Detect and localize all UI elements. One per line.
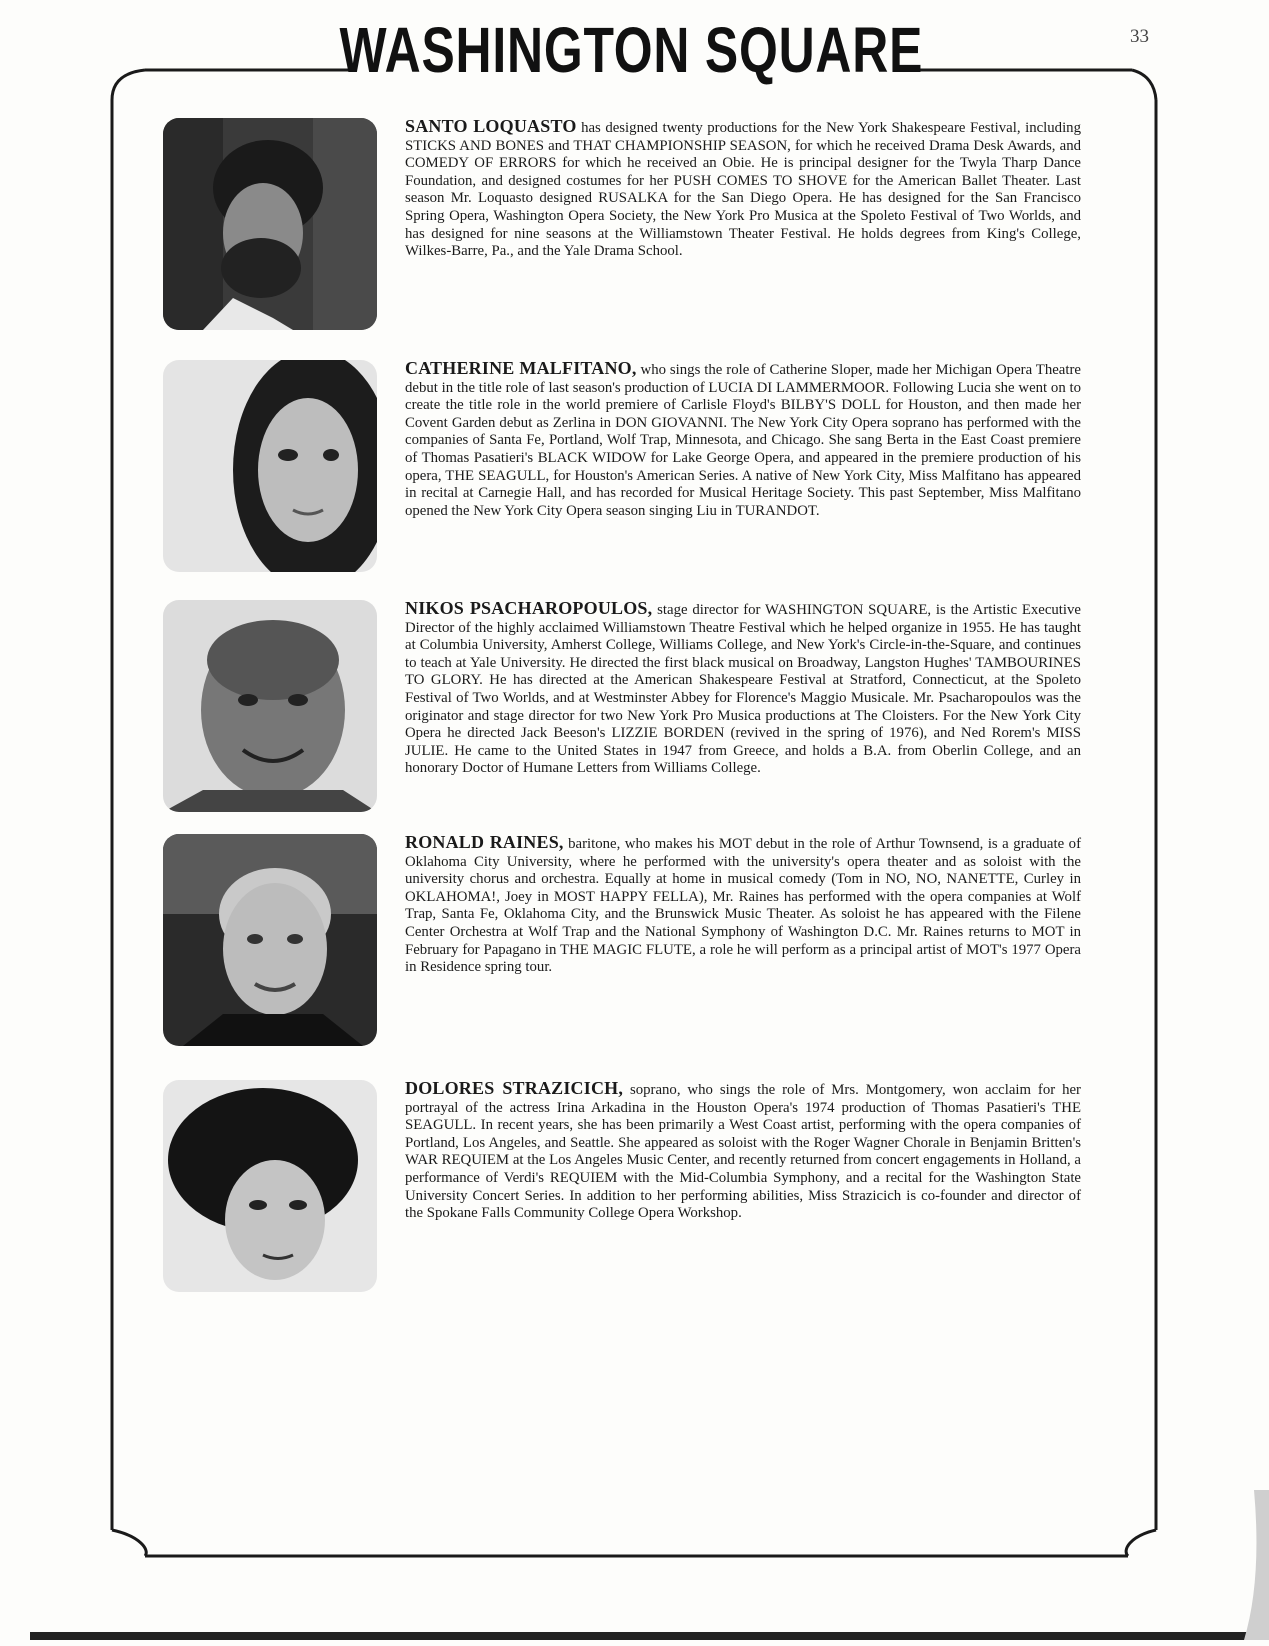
bio-body: has designed twenty productions for the New York Shakespeare Festival, including STICKS AND BONES and THAT CHAMPIONSHIP SEASON, for which he received Drama Desk Awards, and COMEDY OF ERRORS for which he received an Obie. He is principal designer for the Twyla Tharp Dance Foundation, and designed costumes for her PUSH COMES TO SHOVE for the American Ballet Theater. Last season Mr. Loquasto designed RUSALKA for the San Diego Opera. He has designed for the San Francisco Spring Opera, Washington Opera Society, the New York Pro Musica at the Spoleto Festival of Two Worlds, and has designed for nine seasons at the Williamstown Theater Festival. He holds degrees from King's College, Wilkes-Barre, Pa., and the Yale Drama School. <box>405 120 1081 260</box>
bio-body: baritone, who makes his MOT debut in the role of Arthur Townsend, is a graduate of Oklahoma City University, where he performed with the university's opera theater and as soloist with the university chorus and orchestra. Equally at home in musical comedy (Tom in NO, NO, NANETTE, Curley in OKLAHOMA!, Joey in MOST HAPPY FELLA), Mr. Raines has performed with the opera companies at Wolf Trap, Santa Fe, Oklahoma City, and the Brunswick Music Theater. As soloist he has appeared with the Filene Center Orchestra at Wolf Trap and the National Symphony of Washington D.C. Mr. Raines returns to MOT in February for Papagano in THE MAGIC FLUTE, a role he will perform as a principal artist of MOT's 1977 Opera in Residence spring tour. <box>405 836 1081 976</box>
bio-paragraph <box>405 360 1081 520</box>
page-bottom-edge <box>30 1632 1269 1640</box>
portrait-photo <box>163 118 377 330</box>
bio-body: who sings the role of Catherine Sloper, made her Michigan Opera Theatre debut in the title role of last season's production of LUCIA DI LAMMERMOOR. Following Lucia she went on to create the title role in the world premiere of Carlisle Floyd's BILBY'S DOLL for Houston, and then made her Covent Garden debut as Zerlina in DON GIOVANNI. The New York City Opera soprano has performed with the companies of Santa Fe, Portland, Wolf Trap, Minnesota, and Chicago. She sang Berta in the East Coast premiere of Thomas Pasatieri's BLACK WIDOW for Lake George Opera, and appeared in the premiere production of his opera, THE SEAGULL, for Houston's American Series. A native of New York City, Miss Malfitano has appeared in recital at Carnegie Hall, and has recorded for Musical Heritage Society. This past September, Miss Malfitano opened the New York City Opera season singing Liu in TURANDOT. <box>405 362 1081 519</box>
bio-paragraph <box>405 118 1081 261</box>
portrait-photo <box>163 600 377 812</box>
bio-body: soprano, who sings the role of Mrs. Montgomery, won acclaim for her portrayal of the actress Irina Arkadina in the Houston Opera's 1974 production of Thomas Pasatieri's THE SEAGULL. In recent years, she has been primarily a West Coast artist, performing with the opera companies of Portland, Los Angeles, and Seattle. She appeared as soloist with the Roger Wagner Chorale in Benjamin Britten's WAR REQUIEM at the Los Angeles Music Center, and recently returned from concert engagements in Holland, a performance of Verdi's REQUIEM with the Mid-Columbia Symphony, and a recital for the Washington State University Concert Series. In addition to her performing abilities, Miss Strazicich is co-founder and director of the Spokane Falls Community College Opera Workshop. <box>405 1082 1081 1222</box>
bio-name: RONALD RAINES, <box>405 832 564 852</box>
page-number: 33 <box>1130 26 1149 47</box>
portrait-photo <box>163 834 377 1046</box>
page-title: WASHINGTON SQUARE <box>339 14 924 86</box>
bio-paragraph <box>405 1080 1081 1223</box>
bio-paragraph <box>405 834 1081 977</box>
portrait-photo <box>163 360 377 572</box>
bio-body: stage director for WASHINGTON SQUARE, is the Artistic Executive Director of the highly acclaimed Williamstown Theatre Festival which he helped organize in 1955. He has taught at Columbia University, Amherst College, Williams College, and New York's Circle-in-the-Square, and continues to teach at Yale University. He directed the first black musical on Broadway, Langston Hughes' TAMBOURINES TO GLORY. He has directed at the American Shakespeare Festival at Stratford, Connecticut, at the Spoleto Festival of Two Worlds, and at Westminster Abbey for Florence's Maggio Musicale. Mr. Psacharopoulos was the originator and stage director for two New York Pro Musica productions at The Cloisters. For the New York City Opera he directed Jack Beeson's LIZZIE BORDEN (revived in the spring of 1976), and Ned Rorem's MISS JULIE. He came to the United States in 1947 from Greece, and holds a B.A. from Oberlin College, and an honorary Doctor of Humane Letters from Williams College. <box>405 602 1081 777</box>
bio-name: DOLORES STRAZICICH, <box>405 1078 624 1098</box>
bio-name: NIKOS PSACHAROPOULOS, <box>405 598 653 618</box>
bio-name: CATHERINE MALFITANO, <box>405 358 637 378</box>
bio-name: SANTO LOQUASTO <box>405 116 577 136</box>
bio-paragraph <box>405 600 1081 778</box>
portrait-photo <box>163 1080 377 1292</box>
page-curl <box>1244 1490 1269 1640</box>
